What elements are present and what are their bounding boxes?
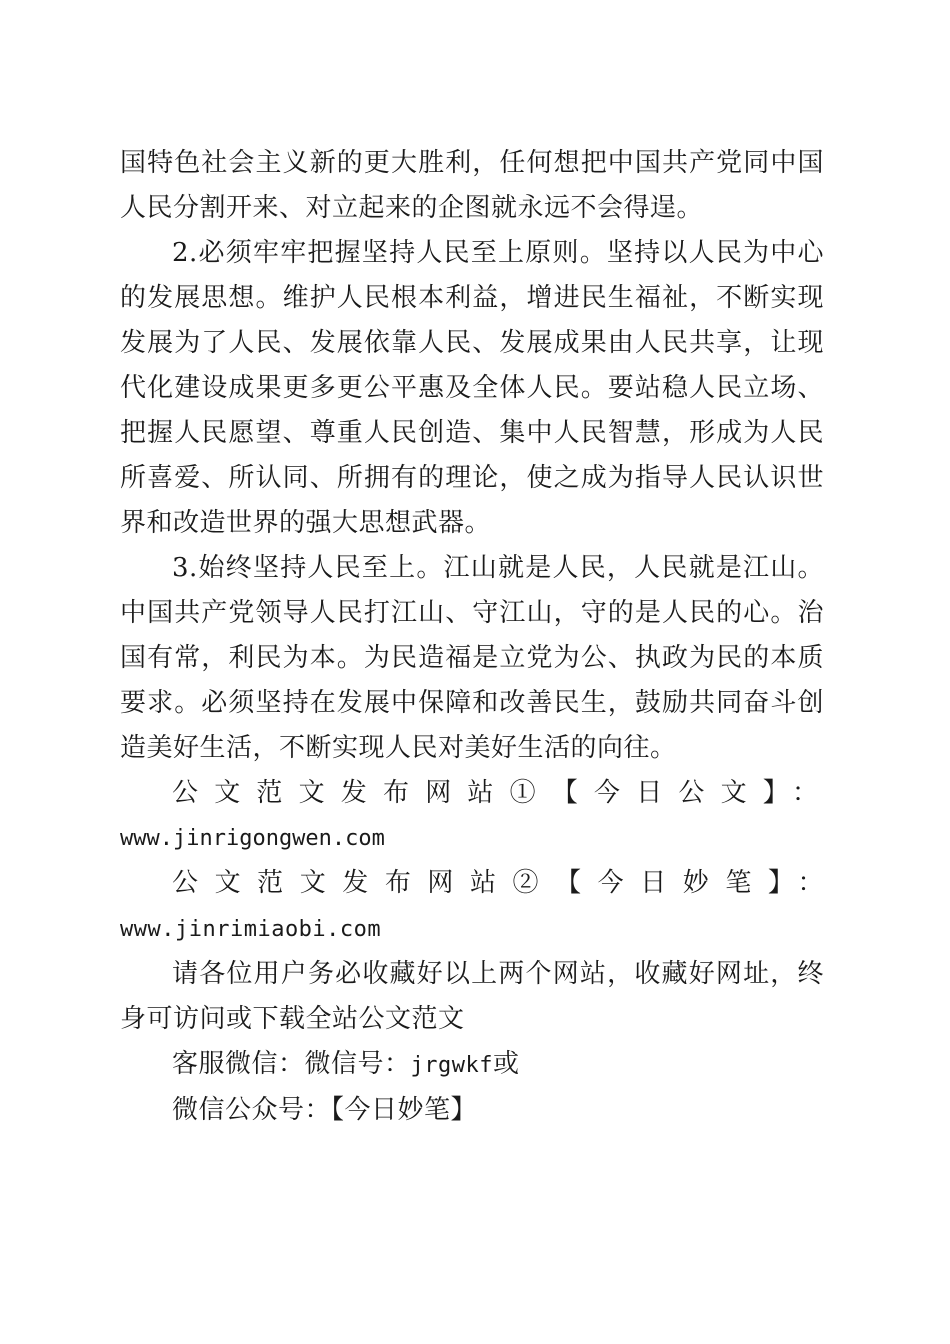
official-account-line: 微信公众号：【今日妙笔】 — [172, 1095, 478, 1125]
site1-label: 公文范文发布网站①【今日公文】： — [172, 778, 824, 808]
document-page — [120, 141, 824, 1133]
site2-line — [120, 861, 824, 952]
wechat-id: jrgwkf — [410, 1053, 493, 1078]
site2-label: 公文范文发布网站②【今日妙笔】： — [172, 868, 824, 898]
wechat-or: 或 — [493, 1049, 520, 1079]
site1-url: www.jinrigongwen.com — [120, 826, 385, 851]
paragraph-principle-3: 3.始终坚持人民至上。江山就是人民，人民就是江山。中国共产党领导人民打江山、守江山，守的是人民的心。治国有常，利民为本。为民造福是立党为公、执政为民的本质要求。必须坚持在发展中保障和改善民生，鼓励共同奋斗创造美好生活，不断实现人民对美好生活的向往。 — [120, 553, 824, 763]
bookmark-notice: 请各位用户务必收藏好以上两个网站，收藏好网址，终身可访问或下载全站公文范文 — [120, 959, 824, 1034]
paragraph-continuation: 国特色社会主义新的更大胜利，任何想把中国共产党同中国人民分割开来、对立起来的企图就永远不会得逞。 — [120, 148, 824, 223]
site2-url: www.jinrimiaobi.com — [120, 917, 382, 942]
paragraph-principle-2: 2.必须牢牢把握坚持人民至上原则。坚持以人民为中心的发展思想。维护人民根本利益，增进民生福祉，不断实现发展为了人民、发展依靠人民、发展成果由人民共享，让现代化建设成果更多更公平惠及全体人民。要站稳人民立场、把握人民愿望、尊重人民创造、集中人民智慧，形成为人民所喜爱、所认同、所拥有的理论，使之成为指导人民认识世界和改造世界的强大思想武器。 — [120, 238, 824, 538]
wechat-label: 客服微信：微信号： — [172, 1049, 411, 1079]
wechat-line — [120, 1042, 824, 1088]
